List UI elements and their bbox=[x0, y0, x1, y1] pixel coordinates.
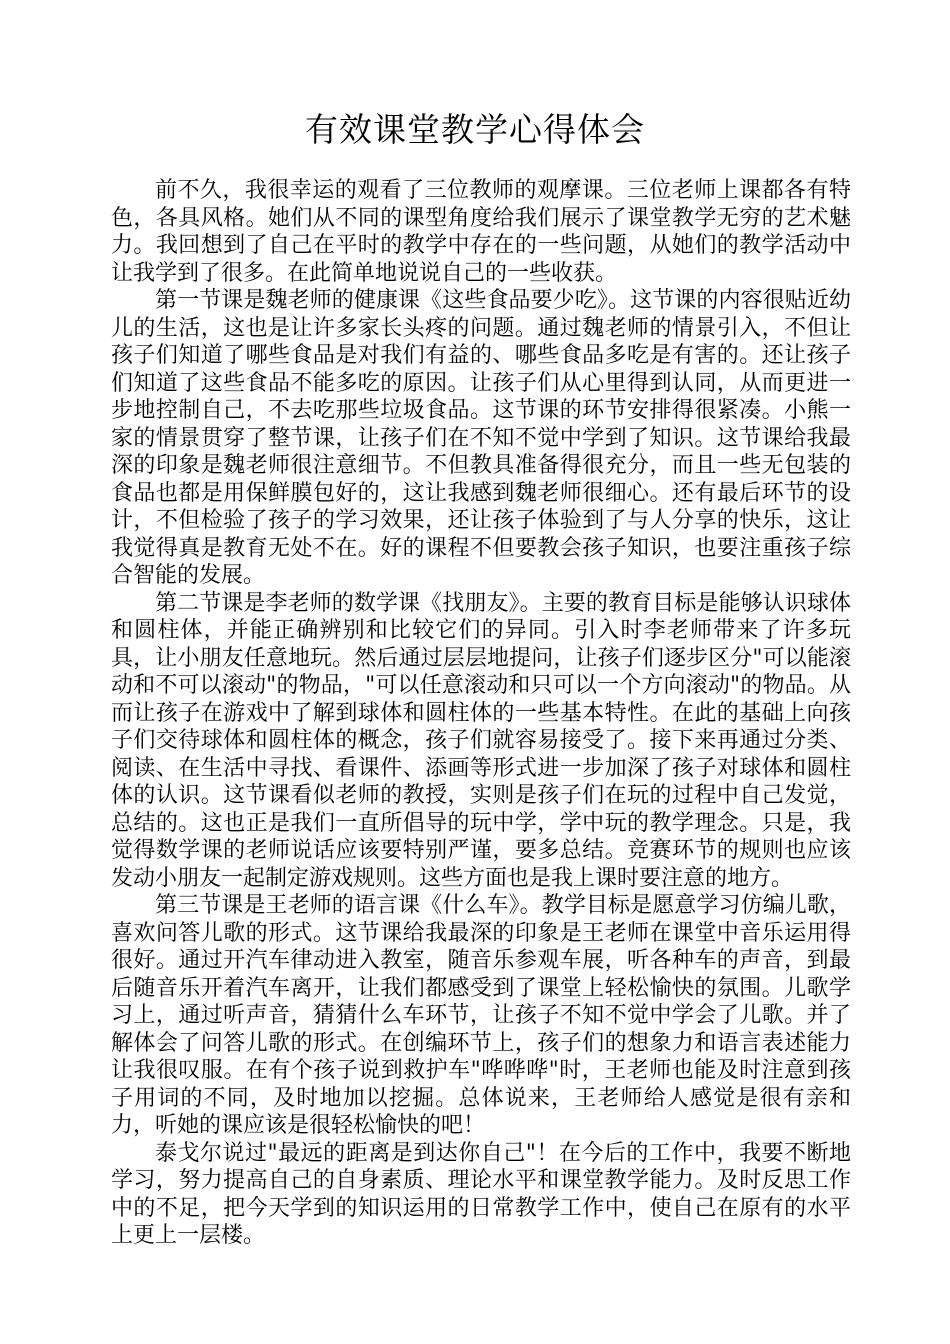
paragraph-intro: 前不久，我很幸运的观看了三位教师的观摩课。三位老师上课都各有特色，各具风格。她们从不同的课型角度给我们展示了课堂教学无穷的艺术魅力。我回想到了自己在平时的教学中存在的一些问题，从她们的教学活动中让我学到了很多。在此简单地说说自己的一些收获。 bbox=[111, 178, 851, 286]
paragraph-third-lesson: 第三节课是王老师的语言课《什么车》。教学目标是愿意学习仿编儿歌，喜欢问答儿歌的形式。这节课给我最深的印象是王老师在课堂中音乐运用得很好。通过开汽车律动进入教室，随音乐参观车展，听各种车的声音，到最后随音乐开着汽车离开，让我们都感受到了课堂上轻松愉快的氛围。儿歌学习上，通过听声音，猜猜什么车环节，让孩子不知不觉中学会了儿歌。并了解体会了问答儿歌的形式。在创编环节上，孩子们的想象力和语言表述能力让我很叹服。在有个孩子说到救护车"哗哗哗"时，王老师也能及时注意到孩子用词的不同，及时地加以挖掘。总体说来，王老师给人感觉是很有亲和力，听她的课应该是很轻松愉快的吧！ bbox=[111, 893, 851, 1138]
document-title: 有效课堂教学心得体会 bbox=[305, 110, 645, 149]
document-body bbox=[111, 177, 851, 1250]
paragraph-conclusion: 泰戈尔说过"最远的距离是到达你自己"！在今后的工作中，我要不断地学习，努力提高自己的自身素质、理论水平和课堂教学能力。及时反思工作中的不足，把今天学到的知识运用的日常教学工作中，使自己在原有的水平上更上一层楼。 bbox=[111, 1140, 851, 1248]
paragraph-second-lesson: 第二节课是李老师的数学课《找朋友》。主要的教育目标是能够认识球体和圆柱体，并能正确辨别和比较它们的异同。引入时李老师带来了许多玩具，让小朋友任意地玩。然后通过层层地提问，让孩子们逐步区分"可以能滚动和不可以滚动"的物品，"可以任意滚动和只可以一个方向滚动"的物品。从而让孩子在游戏中了解到球体和圆柱体的一些基本特性。在此的基础上向孩子们交待球体和圆柱体的概念，孩子们就容易接受了。接下来再通过分类、阅读、在生活中寻找、看课件、添画等形式进一步加深了孩子对球体和圆柱体的认识。这节课看似老师的教授，实则是孩子们在玩的过程中自己发觉，总结的。这也正是我们一直所倡导的玩中学，学中玩的教学理念。只是，我觉得数学课的老师说话应该要特别严谨，要多总结。竞赛环节的规则也应该发动小朋友一起制定游戏规则。这些方面也是我上课时要注意的地方。 bbox=[111, 590, 851, 891]
paragraph-first-lesson: 第一节课是魏老师的健康课《这些食品要少吃》。这节课的内容很贴近幼儿的生活，这也是让许多家长头疼的问题。通过魏老师的情景引入，不但让孩子们知道了哪些食品是对我们有益的、哪些食品多吃是有害的。还让孩子们知道了这些食品不能多吃的原因。让孩子们从心里得到认同，从而更进一步地控制自己，不去吃那些垃圾食品。这节课的环节安排得很紧凑。小熊一家的情景贯穿了整节课，让孩子们在不知不觉中学到了知识。这节课给我最深的印象是魏老师很注意细节。不但教具准备得很充分，而且一些无包装的食品也都是用保鲜膜包好的，这让我感到魏老师很细心。还有最后环节的设计，不但检验了孩子的学习效果，还让孩子体验到了与人分享的快乐，这让我觉得真是教育无处不在。好的课程不但要教会孩子知识，也要注重孩子综合智能的发展。 bbox=[111, 288, 851, 588]
